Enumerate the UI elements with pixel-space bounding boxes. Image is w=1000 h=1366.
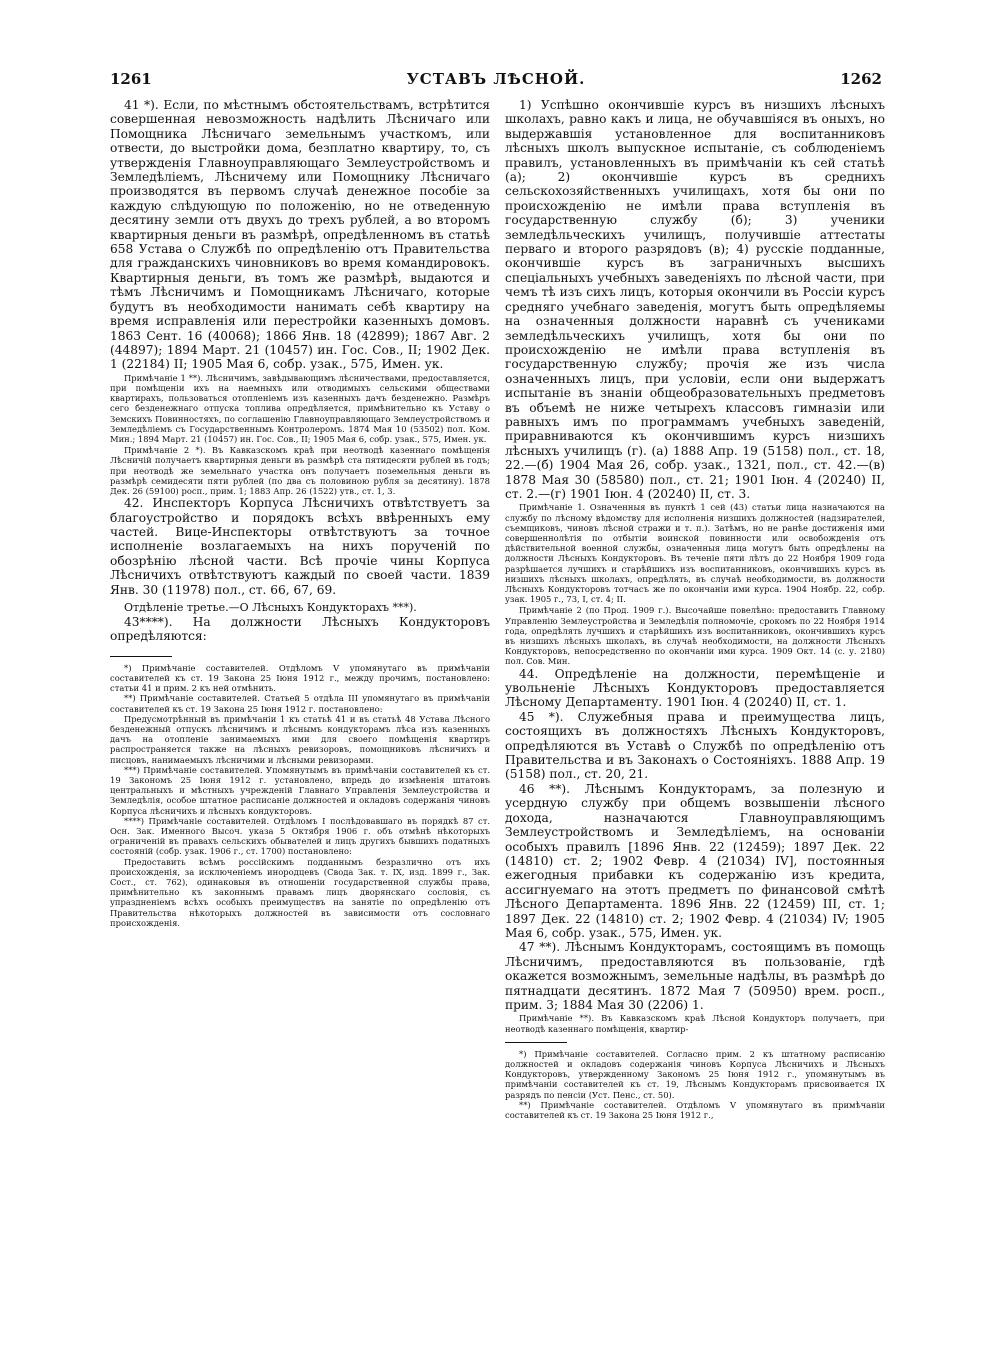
article-43: 43****). На должности Лѣсныхъ Кондукторовъ опредѣляются:	[110, 615, 490, 644]
page-header	[110, 70, 882, 92]
right-column	[505, 98, 885, 1348]
article-47-note: Примѣчаніе **). Въ Кавказскомъ краѣ Лѣсной Кондукторъ получаетъ, при неотводѣ казеннаго помѣщенія, квартир-	[505, 1013, 885, 1034]
footnote-2-text: Предусмотрѣнный въ примѣчаніи 1 къ статьѣ 41 и въ статьѣ 48 Устава Лѣсного безденежный отпускъ лѣсничимъ и лѣснымъ кондукторамъ лѣса изъ казенныхъ дачъ на отопленіе занимаемыхъ ими для своего помѣщенія квартиръ распространяется также на лѣсныхъ ревизоровъ, помощниковъ лѣсничихъ и писцовъ, нанимаемыхъ лѣсничими и лѣсными ревизорами.	[110, 713, 490, 765]
article-43-note-2: Примѣчаніе 2 (по Прод. 1909 г.). Высочайше повелѣно: предоставить Главному Управленію Землеустройства и Земледѣлія полномочіе, срокомъ по 22 Ноября 1914 года, опредѣлять лучшихъ и старѣйшихъ изъ воспитанниковъ, окончившихъ курсъ въ низшихъ лѣсныхъ школахъ, въ случаѣ необходимости, на должности Лѣсныхъ Кондукторовъ, непосредственно по окончаніи ими курса. 1909 Окт. 14 (с. у. 2180) пол. Сов. Мин.	[505, 605, 885, 667]
article-43-continued: 1) Успѣшно окончившіе курсъ въ низшихъ лѣсныхъ школахъ, равно какъ и лица, не обучавшіяся въ оныхъ, но выдержавшія установленное для воспитанниковъ лѣсныхъ школъ выпускное испытаніе, съ соблюденіемъ правилъ, установленныхъ въ примѣчаніи къ сей статьѣ (а); 2) окончившіе курсъ въ среднихъ сельскохозяйственныхъ училищахъ, хотя бы они по происхожденію не имѣли права вступленія въ государственную службу (б); 3) ученики земледѣльческихъ училищъ, получившіе аттестаты перваго и второго разрядовъ (в); 4) русскіе подданные, окончившіе курсъ въ заграничныхъ высшихъ спеціальныхъ учебныхъ заведеніяхъ по лѣсной части, при чемъ тѣ изъ сихъ лицъ, которыя окончили въ Россіи курсъ средняго учебнаго заведенія, могутъ быть опредѣляемы на означенныя должности наравнѣ съ учениками земледѣльческихъ училищъ, хотя бы они по происхожденію не имѣли права вступленія въ государственную службу; прочія же изъ числа означенныхъ лицъ, при условіи, если они выдержатъ испытаніе въ знаніи общеобразовательныхъ предметовъ въ объемѣ не ниже четырехъ классовъ гимназіи или равныхъ имъ по программамъ учебныхъ заведеній, приравниваются къ окончившимъ курсъ низшихъ лѣсныхъ училищъ (г). (а) 1888 Апр. 19 (5158) пол., ст. 18, 22.—(б) 1904 Мая 26, собр. узак., 1321, пол., ст. 42.—(в) 1878 Мая 30 (58580) пол., ст. 21; 1901 Іюн. 4 (20240) II, ст. 2.—(г) 1901 Іюн. 4 (20240) II, ст. 3.	[505, 98, 885, 501]
footnote-3: ***) Примѣчаніе составителей. Упомянутымъ въ примѣчаніи составителей къ ст. 19 Закономъ 25 Іюня 1912 г. установлено, впредь до измѣненія штатовъ центральныхъ и мѣстныхъ учрежденій Главнаго Управленія Землеустройства и Земледѣлія, особое штатное расписаніе должностей и окладовъ содержанія чиновъ Корпуса лѣсничихъ и лѣсныхъ кондукторовъ.	[110, 764, 490, 816]
page-number-right: 1262	[840, 70, 882, 88]
footnote-right-2: **) Примѣчаніе составителей. Отдѣломъ V упомянутаго въ примѣчаніи составителей къ ст. 19 Закона 25 Іюня 1912 г.,	[505, 1099, 885, 1120]
article-41: 41 *). Если, по мѣстнымъ обстоятельствамъ, встрѣтится совершенная невозможность надѣлить Лѣсничаго или Помощника Лѣсничаго земельнымъ участкомъ, или отвести, до выстройки дома, безплатно квартиру, то, съ утвержденія Главноуправляющаго Землеустройствомъ и Земледѣліемъ, Лѣсничему или Помощнику Лѣсничаго производятся въ первомъ случаѣ денежное пособіе за каждую слѣдующую по положенію, но не отведенную десятину земли отъ двухъ до трехъ рублей, а во второмъ квартирныя деньги въ размѣрѣ, опредѣленномъ въ статьѣ 658 Устава о Службѣ по опредѣленію отъ Правительства для гражданскихъ чиновниковъ во время командировокъ. Квартирныя деньги, въ томъ же размѣрѣ, выдаются и тѣмъ Лѣсничимъ и Помощникамъ Лѣсничаго, которые будутъ въ необходимости нанимать себѣ квартиру на время исправленія или перестройки казенныхъ домовъ. 1863 Сент. 16 (40068); 1866 Янв. 18 (42899); 1867 Авг. 2 (44897); 1894 Март. 21 (10457) ин. Гос. Сов., II; 1902 Дек. 1 (22184) II; 1905 Мая 6, собр. узак., 575, Имен. ук.	[110, 98, 490, 372]
article-45: 45 *). Служебныя права и преимущества лицъ, состоящихъ въ должностяхъ Лѣсныхъ Кондукторовъ, опредѣляются въ Уставѣ о Службѣ по опредѣленію отъ Правительства и въ Законахъ о Состояніяхъ. 1888 Апр. 19 (5158) пол., ст. 20, 21.	[505, 709, 885, 782]
section-heading-dept3: Отдѣленіе третье.—О Лѣсныхъ Кондукторахъ ***).	[124, 601, 417, 614]
article-46: 46 **). Лѣснымъ Кондукторамъ, за полезную и усердную службу при общемъ возвышеніи лѣсного дохода, назначаются Главноуправляющимъ Землеустройствомъ и Земледѣліемъ, на основаніи особыхъ правилъ [1896 Янв. 22 (12459); 1897 Дек. 22 (14810) ст. 2; 1902 Февр. 4 (21034) IV], постоянныя ежегодныя прибавки къ содержанію изъ кредита, ассигнуемаго на этотъ предметъ по финансовой смѣтѣ Лѣсного Департамента. 1896 Янв. 22 (12459) III, ст. 1; 1897 Дек. 22 (14810) ст. 2; 1902 Февр. 4 (21034) IV; 1905 Мая 6, собр. узак., 575, Имен. ук.	[505, 781, 885, 940]
footnote-right-1: *) Примѣчаніе составителей. Согласно прим. 2 къ штатному расписанію должностей и окладовъ содержанія чиновъ Корпуса Лѣсничихъ и Лѣсныхъ Кондукторовъ, утвержденному Закономъ 25 Іюня 1912 г., упомянутымъ въ примѣчаніи составителей къ ст. 19, Лѣснымъ Кондукторамъ присвоивается IX разрядъ по пенсіи (Уст. Пенс., ст. 50).	[505, 1048, 885, 1100]
footnote-4-text: Предоставить всѣмъ россійскимъ подданнымъ безразлично отъ ихъ происхожденія, за исключеніемъ инородцевъ (Свода Зак. т. IX, изд. 1899 г., Зак. Сост., ст. 762), одинаковыя въ отношеніи государственной службы права, примѣнительно къ законнымъ правамъ лицъ дворянскаго сословія, съ упраздненіемъ всѣхъ особыхъ преимуществъ на занятіе по опредѣленію отъ Правительства нѣкоторыхъ должностей въ зависимости отъ сословнаго происхожденія.	[110, 856, 490, 928]
article-44: 44. Опредѣленіе на должности, перемѣщеніе и увольненіе Лѣсныхъ Кондукторовъ предоставляется Лѣсному Департаменту. 1901 Іюн. 4 (20240) II, ст. 1.	[505, 666, 885, 710]
article-41-note-1: Примѣчаніе 1 **). Лѣсничимъ, завѣдывающимъ лѣсничествами, предоставляется, при помѣщеніи ихъ на наемныхъ или отводимыхъ сельскими обществами квартирахъ, пользоваться отопленіемъ изъ казенныхъ дачъ безденежно. Размѣръ сего безденежнаго отпуска топлива опредѣляется, примѣнительно къ Уставу о Земскихъ Повинностяхъ, по соглашенію Главноуправляющаго Землеустройствомъ и Земледѣліемъ съ Государственнымъ Контролеромъ. 1874 Мая 10 (53502) пол. Ком. Мин.; 1894 Март. 21 (10457) ин. Гос. Сов., II; 1905 Мая 6, собр. узак., 575, Имен. ук.	[110, 372, 490, 444]
footnote-4-intro: ****) Примѣчаніе составителей. Отдѣломъ I послѣдовавшаго въ порядкѣ 87 ст. Осн. Зак. Именного Высоч. указа 5 Октября 1906 г. объ отмѣнѣ нѣкоторыхъ ограниченій въ правахъ сельскихъ обывателей и лицъ другихъ бывшихъ податныхъ состояній (собр. узак. 1906 г., ст. 1700) постановлено:	[110, 815, 490, 857]
footnote-divider	[110, 656, 172, 657]
page-number-left: 1261	[110, 70, 152, 88]
footnote-1: *) Примѣчаніе составителей. Отдѣломъ V упомянутаго въ примѣчаніи составителей къ ст. 19 Закона 25 Іюня 1912 г., между прочимъ, постановлено: статьи 41 и прим. 2 къ ней отмѣнить.	[110, 662, 490, 694]
footnote-2-intro: **) Примѣчаніе составителей. Статьей 5 отдѣла III упомянутаго въ примѣчаніи составителей къ ст. 19 Закона 25 Іюня 1912 г. постановлено:	[110, 693, 490, 714]
footnote-divider-right	[505, 1042, 567, 1043]
article-42: 42. Инспекторъ Корпуса Лѣсничихъ отвѣтствуетъ за благоустройство и порядокъ всѣхъ ввѣренныхъ ему частей. Вице-Инспекторы отвѣтствуютъ за точное исполненіе возлагаемыхъ на нихъ порученій по обозрѣнію лѣсной части. Всѣ прочіе чины Корпуса Лѣсничихъ отвѣтствуютъ каждый по своей части. 1839 Янв. 30 (11978) пол., ст. 66, 67, 69.	[110, 496, 490, 597]
article-47: 47 **). Лѣснымъ Кондукторамъ, состоящимъ въ помощь Лѣсничимъ, предоставляются въ пользованіе, гдѣ окажется возможнымъ, земельные надѣлы, въ размѣрѣ до пятнадцати десятинъ. 1872 Мая 7 (50950) врем. росп., прим. 3; 1884 Мая 30 (2206) 1.	[505, 940, 885, 1012]
page-title: УСТАВЪ ЛѢСНОЙ.	[406, 70, 586, 88]
left-column	[110, 98, 490, 1348]
article-43-note-1: Примѣчаніе 1. Означенныя въ пунктѣ 1 сей (43) статьи лица назначаются на службу по лѣсному вѣдомству для исполненія низшихъ должностей (надзирателей, съемщиковъ, чиновъ лѣсной стражи и т. п.). Затѣмъ, но не ранѣе достиженія ими совершеннолѣтія по отбытіи воинской повинности или освобожденія отъ дѣйствительной военной службы, означенныя лица могутъ быть опредѣлены на должности Лѣсныхъ Кондукторовъ. Въ теченіе пяти лѣтъ до 22 Ноября 1909 года разрѣшается лучшихъ и старѣйшихъ изъ воспитанниковъ, окончившихъ курсъ въ низшихъ лѣсныхъ школахъ, опредѣлять, въ случаѣ необходимости, въ должности Лѣсныхъ Кондукторовъ тотчасъ же по окончаніи ими курса. 1904 Ноябр. 22, собр. узак. 1905 г., 73, I, ст. 4; II.	[505, 502, 885, 605]
article-41-note-2: Примѣчаніе 2 *). Въ Кавказскомъ краѣ при неотводѣ казеннаго помѣщенія Лѣсничій получаетъ квартирныя деньги въ размѣрѣ ста пятидесяти рублей въ годъ; при неотводѣ же земельнаго участка онъ получаетъ поземельныя деньги въ размѣрѣ семидесяти пяти рублей (по два съ половиною рубля за десятину). 1878 Дек. 26 (59100) росп., прим. 1; 1883 Апр. 26 (1522) утв., ст. 1, 3.	[110, 445, 490, 496]
